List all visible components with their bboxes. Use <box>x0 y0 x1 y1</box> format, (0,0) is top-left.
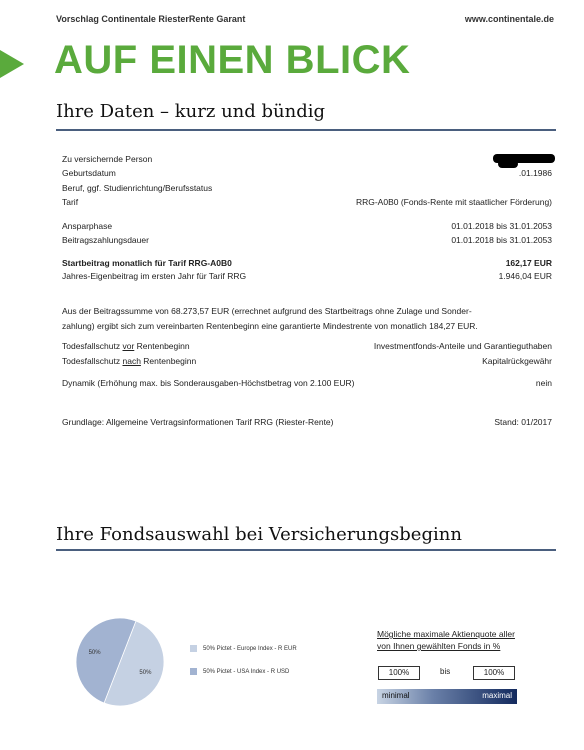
row-value: nein <box>535 378 552 388</box>
legend-swatch <box>190 645 197 652</box>
bar-min-label: minimal <box>382 691 410 700</box>
row-value: 162,17 EUR <box>505 258 552 268</box>
row-label: Geburtsdatum <box>62 168 116 178</box>
quota-to-box: 100% <box>473 666 515 680</box>
data-row <box>62 182 552 195</box>
data-row <box>62 257 552 270</box>
guarantee-paragraph <box>62 304 552 334</box>
row-value: 1.946,04 EUR <box>498 271 552 281</box>
row-value: 01.01.2018 bis 31.01.2053 <box>451 221 552 231</box>
data-row <box>62 270 552 283</box>
legend-item <box>190 668 289 675</box>
paragraph-line: zahlung) ergibt sich zum vereinbarten Rentenbeginn eine garantierte Mindestrente von monatlich 184,27 EUR. <box>62 321 478 331</box>
page-title: AUF EINEN BLICK <box>54 38 411 82</box>
risk-gradient-bar <box>377 689 517 704</box>
header-website[interactable]: www.continentale.de <box>464 14 554 24</box>
pie-chart <box>70 612 180 712</box>
row-label: Ansparphase <box>62 221 113 231</box>
data-row <box>62 153 552 166</box>
arrow-icon <box>0 50 24 78</box>
row-label: Zu versichernde Person <box>62 154 153 164</box>
legend-label: 50% Pictet - USA Index - R USD <box>203 669 290 676</box>
header-doc-title: Vorschlag Continentale RiesterRente Garant <box>56 14 246 24</box>
row-value: 01.01.2018 bis 31.01.2053 <box>451 235 552 245</box>
data-row <box>62 340 552 353</box>
pie-slice-label: 50% <box>88 650 101 657</box>
legend-label: 50% Pictet - Europe Index - R EUR <box>203 646 297 653</box>
equity-quota-label: Mögliche maximale Aktienquote aller von Ihnen gewählten Fonds in % <box>377 629 515 651</box>
row-value: .01.1986 <box>518 168 552 178</box>
section-title-funds: Ihre Fondsauswahl bei Versicherungsbeginn <box>56 524 462 545</box>
quota-from-box: 100% <box>378 666 420 680</box>
section-divider <box>56 549 556 551</box>
legend-swatch <box>190 668 197 675</box>
bar-max-label: maximal <box>482 691 512 700</box>
data-row <box>62 234 552 247</box>
section-title-data: Ihre Daten – kurz und bündig <box>56 101 326 122</box>
data-row <box>62 220 552 233</box>
row-value: Stand: 01/2017 <box>494 417 552 427</box>
data-row <box>62 196 552 209</box>
row-label: Tarif <box>62 197 79 207</box>
data-row <box>62 355 552 368</box>
legend-item <box>190 645 297 652</box>
row-label: Jahres-Eigenbeitrag im ersten Jahr für Tarif RRG <box>62 271 247 281</box>
row-value: RRG-A0B0 (Fonds-Rente mit staatlicher Förderung) <box>355 197 552 207</box>
row-label: Startbeitrag monatlich für Tarif RRG-A0B0 <box>62 258 232 268</box>
row-label: Dynamik (Erhöhung max. bis Sonderausgaben-Höchstbetrag von 2.100 EUR) <box>62 378 355 388</box>
row-label: Beitragszahlungsdauer <box>62 235 149 245</box>
quota-separator: bis <box>440 667 451 676</box>
data-row <box>62 416 552 429</box>
pie-slice-label: 50% <box>139 669 152 676</box>
section-divider <box>56 129 556 131</box>
paragraph-line: Aus der Beitragssumme von 68.273,57 EUR (errechnet aufgrund des Startbeitrags ohne Zulage und Sonder- <box>62 306 472 316</box>
data-row <box>62 377 552 390</box>
row-label: Todesfallschutz vor Rentenbeginn <box>62 341 190 351</box>
row-value: Kapitalrückgewähr <box>482 356 552 366</box>
data-row <box>62 167 552 180</box>
row-label: Todesfallschutz nach Rentenbeginn <box>62 356 197 366</box>
row-value: Investmentfonds-Anteile und Garantieguthaben <box>373 341 552 351</box>
row-label: Beruf, ggf. Studienrichtung/Berufsstatus <box>62 183 213 193</box>
row-label: Grundlage: Allgemeine Vertragsinformationen Tarif RRG (Riester-Rente) <box>62 417 334 427</box>
